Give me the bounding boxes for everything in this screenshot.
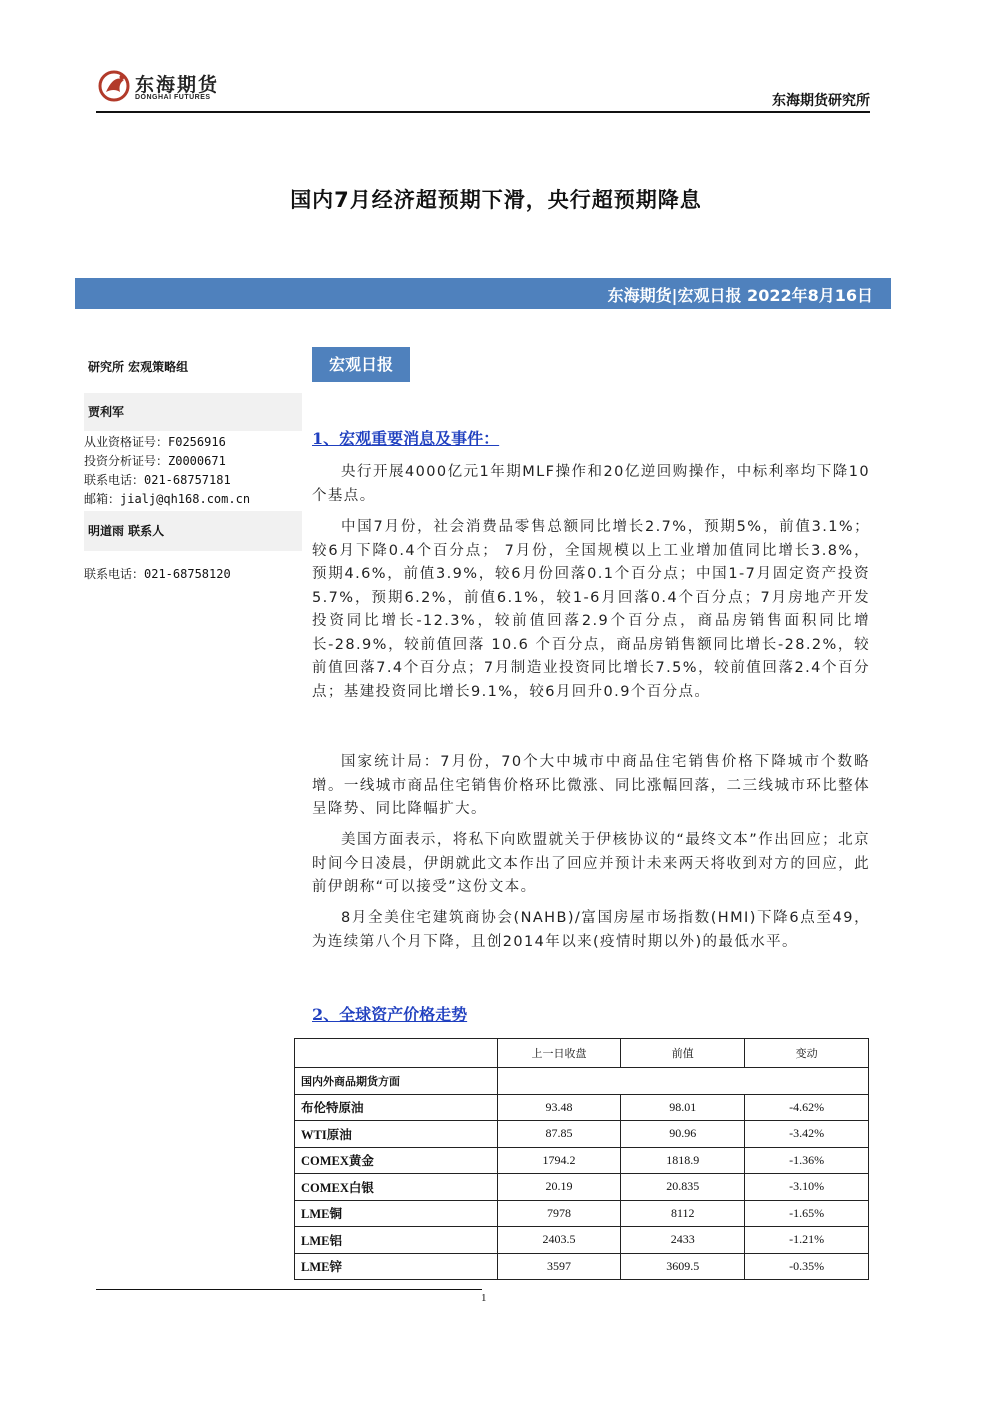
section-heading-macro: 1、宏观重要消息及事件： bbox=[312, 429, 500, 448]
report-title: 国内7月经济超预期下滑，央行超预期降息 bbox=[290, 188, 702, 212]
asset-name: LME铝 bbox=[295, 1227, 498, 1254]
table-row bbox=[295, 1253, 869, 1280]
asset-change: -4.62% bbox=[745, 1094, 869, 1121]
asset-name: LME锌 bbox=[295, 1253, 498, 1280]
asset-name: COMEX黄金 bbox=[295, 1147, 498, 1174]
asset-name: WTI原油 bbox=[295, 1121, 498, 1148]
asset-name: 布伦特原油 bbox=[295, 1094, 498, 1121]
asset-name: COMEX白银 bbox=[295, 1174, 498, 1201]
asset-prev: 3609.5 bbox=[621, 1253, 745, 1280]
table-row bbox=[295, 1147, 869, 1174]
asset-prev: 90.96 bbox=[621, 1121, 745, 1148]
sidebar-contact-header bbox=[84, 511, 302, 551]
analyst-name: 贾利军 bbox=[88, 405, 125, 419]
asset-close: 20.19 bbox=[497, 1174, 621, 1201]
page-number: 1 bbox=[481, 1292, 487, 1304]
table-group-label: 国内外商品期货方面 bbox=[295, 1068, 498, 1095]
asset-change: -3.10% bbox=[745, 1174, 869, 1201]
sidebar-dept bbox=[84, 358, 302, 375]
asset-change: -1.36% bbox=[745, 1147, 869, 1174]
analyst-email[interactable]: 邮箱：jialj@qh168.com.cn bbox=[84, 492, 251, 506]
banner-text: 东海期货|宏观日报 2022年8月16日 bbox=[607, 286, 873, 305]
table-row bbox=[295, 1094, 869, 1121]
asset-close: 93.48 bbox=[497, 1094, 621, 1121]
sidebar-analyst-info bbox=[84, 433, 302, 509]
paragraph: 国家统计局：7月份，70个大中城市中商品住宅销售价格下降城市个数略增。一线城市商品住宅销售价格环比微涨、同比涨幅回落，二三线城市环比整体呈降势、同比降幅扩大。 bbox=[312, 754, 870, 817]
asset-change: -3.42% bbox=[745, 1121, 869, 1148]
table-group-row bbox=[295, 1068, 869, 1095]
table-row bbox=[295, 1174, 869, 1201]
table-header-cell: 前值 bbox=[621, 1039, 745, 1068]
logo-text-cn: 东海期货 bbox=[135, 74, 220, 96]
logo-text-en: DONGHAI FUTURES bbox=[135, 94, 211, 101]
asset-prev: 20.835 bbox=[621, 1174, 745, 1201]
asset-prev: 8112 bbox=[621, 1200, 745, 1227]
paragraph: 央行开展4000亿元1年期MLF操作和20亿逆回购操作，中标利率均下降10个基点。 bbox=[312, 464, 870, 504]
asset-close: 87.85 bbox=[497, 1121, 621, 1148]
asset-close: 1794.2 bbox=[497, 1147, 621, 1174]
asset-price-table bbox=[294, 1038, 869, 1280]
paragraph: 8月全美住宅建筑商协会(NAHB)/富国房屋市场指数(HMI)下降6点至49，为连续第八个月下降，且创2014年以来(疫情时期以外)的最低水平。 bbox=[312, 910, 870, 950]
contact-name: 明道雨 联系人 bbox=[88, 524, 165, 538]
asset-prev: 98.01 bbox=[621, 1094, 745, 1121]
paragraph: 中国7月份，社会消费品零售总额同比增长2.7%，预期5%，前值3.1%；较6月下降0.4个百分点； 7月份，全国规模以上工业增加值同比增长3.8%，预期4.6%，前值3.9%，较6月份回落0.1个百分点；中国1-7月固定资产投资5.7%，预期6.2%，前值6.1%，较1-6月回落0.4个百分点；7月房地产开发投资同比增长-12.3%，较前值回落2.9个百分点，商品房销售面积同比增长-28.9%，较前值回落 10.6 个百分点，商品房销售额同比增长-28.2%，较前值回落7.4个百分点；7月制造业投资同比增长7.5%，较前值回落2.4个百分点；基建投资同比增长9.1%，较6月回升0.9个百分点。 bbox=[312, 519, 870, 700]
report-type-tag: 宏观日报 bbox=[312, 347, 410, 382]
donghai-logo-icon bbox=[98, 66, 134, 106]
asset-change: -1.65% bbox=[745, 1200, 869, 1227]
analyst-line: 联系电话：021-68757181 bbox=[84, 473, 231, 487]
report-banner bbox=[75, 278, 891, 309]
asset-change: -1.21% bbox=[745, 1227, 869, 1254]
table-row bbox=[295, 1121, 869, 1148]
contact-phone: 联系电话：021-68758120 bbox=[84, 567, 231, 581]
paragraph: 美国方面表示，将私下向欧盟就关于伊核协议的“最终文本”作出回应；北京时间今日凌晨，伊朗就此文本作出了回应并预计未来两天将收到对方的回应，此前伊朗称“可以接受”这份文本。 bbox=[312, 832, 870, 895]
asset-prev: 2433 bbox=[621, 1227, 745, 1254]
asset-close: 3597 bbox=[497, 1253, 621, 1280]
asset-name: LME铜 bbox=[295, 1200, 498, 1227]
table-header-row bbox=[295, 1039, 869, 1068]
sidebar-analyst-header bbox=[84, 393, 302, 431]
sidebar-dept-label: 研究所 宏观策略组 bbox=[88, 360, 189, 374]
asset-prev: 1818.9 bbox=[621, 1147, 745, 1174]
table-group-empty bbox=[497, 1068, 868, 1095]
table-header-cell: 变动 bbox=[745, 1039, 869, 1068]
header-org-name: 东海期货研究所 bbox=[772, 93, 870, 109]
analyst-line: 从业资格证号：F0256916 bbox=[84, 435, 226, 449]
section-heading-assets: 2、全球资产价格走势 bbox=[312, 1005, 468, 1024]
asset-close: 7978 bbox=[497, 1200, 621, 1227]
table-header-cell bbox=[295, 1039, 498, 1068]
analyst-line: 投资分析证号：Z0000671 bbox=[84, 454, 226, 468]
table-row bbox=[295, 1200, 869, 1227]
header-divider bbox=[96, 111, 870, 113]
asset-change: -0.35% bbox=[745, 1253, 869, 1280]
table-header-cell: 上一日收盘 bbox=[497, 1039, 621, 1068]
table-row bbox=[295, 1227, 869, 1254]
asset-close: 2403.5 bbox=[497, 1227, 621, 1254]
footer-divider bbox=[96, 1289, 482, 1290]
